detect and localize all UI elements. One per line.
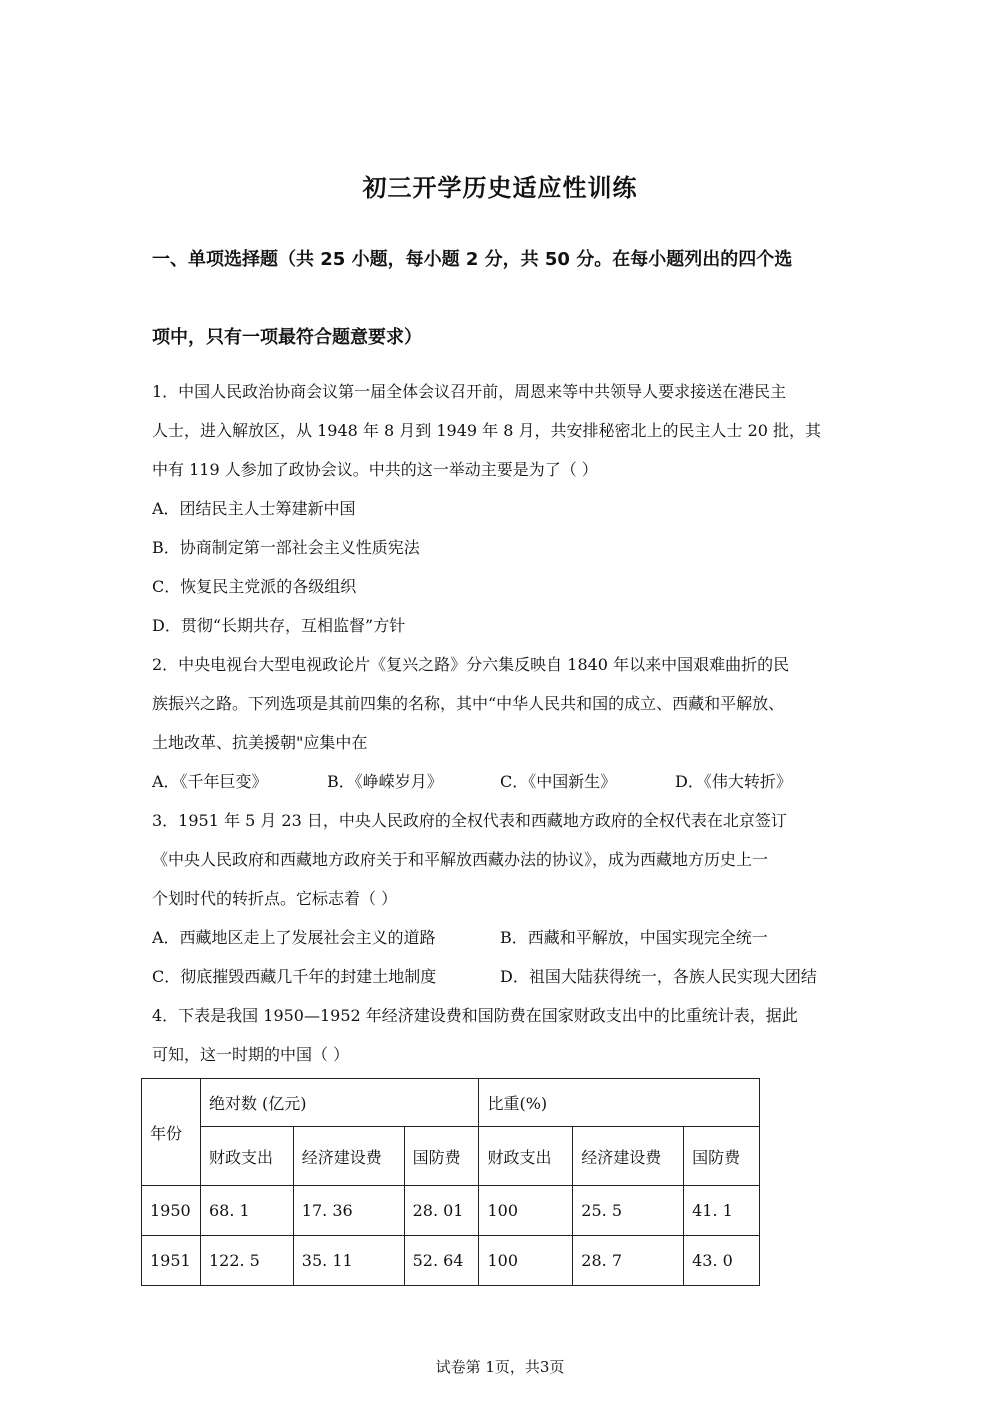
q1-option-b: B．协商制定第一部社会主义性质宪法 xyxy=(152,538,420,557)
q2-stem-line-2: 族振兴之路。下列选项是其前四集的名称，其中“中华人民共和国的成立、西藏和平解放、 xyxy=(152,694,785,713)
q3-stem-line-3: 个划时代的转折点。它标志着（ ） xyxy=(152,889,398,908)
table-row xyxy=(142,1236,760,1286)
q3-option-b: B．西藏和平解放，中国实现完全统一 xyxy=(500,928,768,947)
table-cell: 100 xyxy=(479,1236,573,1286)
q3-stem-line-2: 《中央人民政府和西藏地方政府关于和平解放西藏办法的协议》，成为西藏地方历史上一 xyxy=(152,850,769,869)
table-cell: 52. 64 xyxy=(404,1236,479,1286)
q2-option-b: B．《峥嵘岁月》 xyxy=(327,772,443,791)
table-cell: 28. 7 xyxy=(573,1236,684,1286)
q2-stem-line-1: 2．中央电视台大型电视政论片《复兴之路》分六集反映自 1840 年以来中国艰难曲折的民 xyxy=(152,655,790,674)
subheader-cell: 经济建设费 xyxy=(573,1127,684,1186)
table-cell: 28. 01 xyxy=(404,1186,479,1236)
table-cell: 25. 5 xyxy=(573,1186,684,1236)
ratio-group-header: 比重(%) xyxy=(479,1079,760,1127)
table-cell: 100 xyxy=(479,1186,573,1236)
table-cell: 1950 xyxy=(142,1186,201,1236)
table-cell: 17. 36 xyxy=(293,1186,404,1236)
subheader-cell: 经济建设费 xyxy=(293,1127,404,1186)
table-cell: 122. 5 xyxy=(200,1236,293,1286)
table-header-row xyxy=(142,1079,760,1127)
subheader-cell: 国防费 xyxy=(684,1127,760,1186)
table-row xyxy=(142,1186,760,1236)
q3-stem-line-1: 3．1951 年 5 月 23 日，中央人民政府的全权代表和西藏地方政府的全权代表在北京签订 xyxy=(152,811,787,830)
q4-stem-line-2: 可知，这一时期的中国（ ） xyxy=(152,1045,350,1064)
subheader-cell: 财政支出 xyxy=(479,1127,573,1186)
q2-stem-line-3: 土地改革、抗美援朝"应集中在 xyxy=(152,733,368,752)
table-cell: 43. 0 xyxy=(684,1236,760,1286)
page-title: 初三开学历史适应性训练 xyxy=(362,174,638,202)
q2-option-a: A．《千年巨变》 xyxy=(152,772,268,791)
q1-option-a: A．团结民主人士筹建新中国 xyxy=(152,499,356,518)
q1-option-d: D．贯彻“长期共存，互相监督”方针 xyxy=(152,616,406,635)
table-cell: 68. 1 xyxy=(200,1186,293,1236)
table-cell: 41. 1 xyxy=(684,1186,760,1236)
q4-stem-line-1: 4．下表是我国 1950—1952 年经济建设费和国防费在国家财政支出中的比重统计表，据此 xyxy=(152,1006,798,1025)
page-footer: 试卷第 1页，共3页 xyxy=(435,1358,565,1376)
q3-option-c: C．彻底摧毁西藏几千年的封建土地制度 xyxy=(152,967,437,986)
q1-option-c: C．恢复民主党派的各级组织 xyxy=(152,577,357,596)
q2-option-c: C．《中国新生》 xyxy=(500,772,617,791)
section-heading-line-1: 一、单项选择题（共 25 小题，每小题 2 分，共 50 分。在每小题列出的四个选 xyxy=(152,249,793,270)
q1-stem-line-2: 人士，进入解放区，从 1948 年 8 月到 1949 年 8 月，共安排秘密北上的民主人士 20 批，其 xyxy=(152,421,822,440)
q1-stem-line-3: 中有 119 人参加了政协会议。中共的这一举动主要是为了（ ） xyxy=(152,460,598,479)
section-heading-line-2: 项中，只有一项最符合题意要求） xyxy=(152,327,422,348)
q2-option-d: D．《伟大转折》 xyxy=(675,772,792,791)
table-subheader-row xyxy=(142,1127,760,1186)
table-cell: 1951 xyxy=(142,1236,201,1286)
expenditure-table xyxy=(141,1078,760,1286)
subheader-cell: 财政支出 xyxy=(200,1127,293,1186)
table-cell: 35. 11 xyxy=(293,1236,404,1286)
subheader-cell: 国防费 xyxy=(404,1127,479,1186)
q3-option-a: A．西藏地区走上了发展社会主义的道路 xyxy=(152,928,436,947)
q3-option-d: D．祖国大陆获得统一，各族人民实现大团结 xyxy=(500,967,817,986)
absolute-group-header: 绝对数 (亿元) xyxy=(200,1079,479,1127)
year-header: 年份 xyxy=(142,1079,201,1186)
q1-stem-line-1: 1．中国人民政治协商会议第一届全体会议召开前，周恩来等中共领导人要求接送在港民主 xyxy=(152,382,787,401)
